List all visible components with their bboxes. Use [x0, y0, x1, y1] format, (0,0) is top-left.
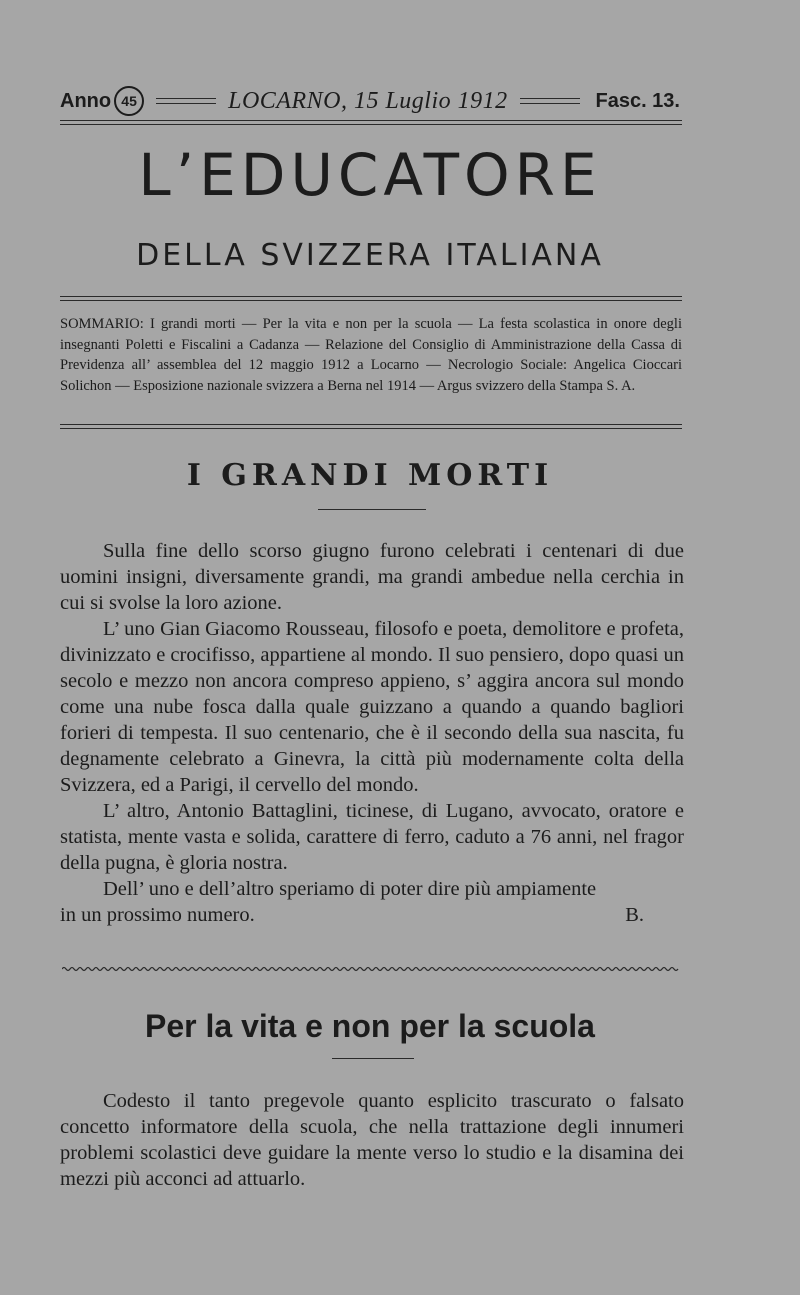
summary-text: I grandi morti — Per la vita e non per la scuola — La festa scolastica in onore degli insegnanti Poletti e Fiscalini a Cadanza — Relazione del Consiglio di Amministrazione della Cassa di Previdenza all’ assemblea del 12 maggio 1912 a Locarno — Necrologio Sociale: Angelica Cioccari Solichon — Esposizione nazionale svizzera a Berna nel 1914 — Argus svizzero della Stampa S. A. — [60, 316, 682, 394]
issue-header — [60, 86, 680, 116]
article-heading-grandi-morti: I GRANDI MORTI — [186, 458, 554, 493]
double-dash-left — [156, 98, 216, 104]
closing-text: in un prossimo numero. — [60, 904, 255, 926]
paragraph: L’ uno Gian Giacomo Rousseau, filosofo e poeta, demolitore e profeta, divinizzato e crocifisso, appartiene al mondo. Il suo pensiero, dopo quasi un secolo e mezzo non ancora compreso appieno, s’ aggira ancora sul mondo come una nube fosca dalla quale guizzano a quando a quando bagliori forieri di tempesta. Il suo centenario, che è il secondo della sua nascita, fu degnamente celebrato a Ginevra, la città più modernamente colta della Svizzera, ed a Parigi, il cervello del mondo. — [60, 618, 684, 796]
summary-rule-1 — [60, 424, 682, 425]
anno-number-badge: 45 — [114, 86, 144, 116]
masthead-rule-1 — [60, 296, 682, 297]
masthead-rule-2 — [60, 300, 682, 301]
paragraph: L’ altro, Antonio Battaglini, ticinese, di Lugano, avvocato, oratore e statista, mente vasta e solida, carattere di ferro, caduto a 76 anni, nel fragor della pugna, è gloria nostra. — [60, 800, 684, 874]
closing-signature-line — [60, 902, 684, 928]
paragraph: Codesto il tanto pregevole quanto esplicito trascurato o falsato concetto informatore della scuola, che nella trattazione degli innumeri problemi scolastici deve guidare la mente verso lo studio e la disamina dei mezzi più acconci ad attuarlo. — [60, 1090, 684, 1190]
article-heading-per-la-vita: Per la vita e non per la scuola — [145, 1008, 595, 1044]
header-rule-2 — [60, 124, 682, 125]
article-body-grandi-morti — [60, 538, 684, 928]
header-rule-1 — [60, 120, 682, 121]
author-signature: B. — [625, 904, 644, 926]
heading-underline — [332, 1058, 414, 1059]
anno-label: Anno — [60, 89, 112, 112]
fascicolo-number: Fasc. 13. — [595, 89, 680, 112]
summary-label: SOMMARIO: — [60, 316, 144, 332]
paragraph: Sulla fine dello scorso giugno furono celebrati i centenari di due uomini insigni, diversamente grandi, ma grandi ambedue nella cerchia in cui si svolse la loro azione. — [60, 540, 684, 614]
paragraph-closing: Dell’ uno e dell’altro speriamo di poter dire più ampiamente — [103, 878, 597, 900]
double-dash-right — [520, 98, 580, 104]
wavy-separator — [62, 964, 680, 974]
summary-block — [60, 314, 682, 396]
place-date: LOCARNO, 15 Luglio 1912 — [228, 87, 508, 114]
summary-rule-2 — [60, 428, 682, 429]
masthead-title: L’EDUCATORE — [138, 141, 602, 209]
article-body-per-la-vita — [60, 1088, 684, 1192]
masthead-subtitle: DELLA SVIZZERA ITALIANA — [136, 238, 604, 273]
heading-underline — [318, 509, 426, 510]
